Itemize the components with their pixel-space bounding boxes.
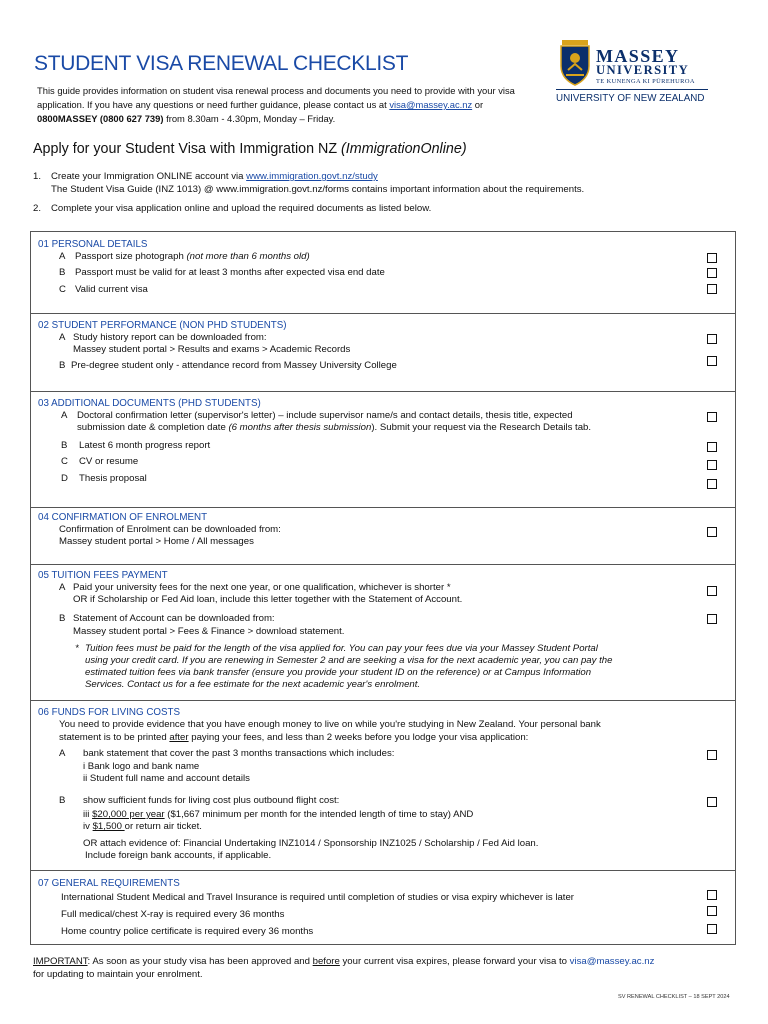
checkbox[interactable] <box>707 797 717 807</box>
item-text: iv <box>83 821 93 832</box>
section-03-heading: 03 ADDITIONAL DOCUMENTS (PHD STUDENTS) <box>38 398 261 409</box>
step-1-text: Create your Immigration ONLINE account via <box>51 171 247 182</box>
item-letter: B <box>59 795 66 806</box>
item-text: ii Student full name and account details <box>83 773 250 784</box>
item-underlined: $20,000 per year <box>92 809 165 820</box>
intro-line: You need to provide evidence that you have enough money to live on while you're studying in New Zealand. Your personal bank <box>59 719 601 730</box>
item-letter: C <box>61 456 68 467</box>
item-note: (6 months after thesis submission <box>228 422 372 433</box>
item-text: CV or resume <box>79 456 139 467</box>
item-text: or return air ticket. <box>124 821 202 832</box>
apply-heading <box>33 140 467 159</box>
intro-paragraph <box>37 84 537 126</box>
item-text: Passport must be valid for at least 3 months after expected visa end date <box>75 267 385 278</box>
section-02-heading: 02 STUDENT PERFORMANCE (NON PHD STUDENTS) <box>38 320 287 331</box>
apply-heading-italic: (ImmigrationOnline) <box>341 141 467 157</box>
important-text: your current visa expires, please forward your visa to <box>339 956 570 967</box>
step-1-subtext: The Student Visa Guide (INZ 1013) @ www.immigration.govt.nz/forms contains important information about the requirements. <box>51 184 585 195</box>
note-line: using your credit card. If you are renewing in Semester 2 and are seeking a visa for the next academic year, you can pay the <box>85 655 613 666</box>
important-label: IMPORTANT <box>33 956 88 967</box>
item-text: ). Submit your request via the Research Details tab. <box>371 422 592 433</box>
item-text: Valid current visa <box>75 284 148 295</box>
intro-text-3: from 8.30am - 4.30pm, Monday – Friday. <box>163 113 336 124</box>
note-line: estimated tuition fees via bank transfer (ensure you provide your student ID on the reference) or at Campus Information <box>85 667 592 678</box>
intro-underlined: after <box>169 732 189 743</box>
item-letter: A <box>59 582 66 593</box>
page-title: STUDENT VISA RENEWAL CHECKLIST <box>34 52 409 75</box>
logo-maori-name: TE KUNENGA KI PŪREHUROA <box>596 78 695 85</box>
step-2-number: 2. <box>33 203 42 214</box>
section-05-heading: 05 TUITION FEES PAYMENT <box>38 570 168 581</box>
important-notice <box>33 955 743 981</box>
important-text: : As soon as your study visa has been approved and <box>87 956 313 967</box>
item-text: Statement of Account can be downloaded from: <box>73 613 275 624</box>
checkbox[interactable] <box>707 334 717 344</box>
item-letter: B <box>61 440 68 451</box>
section-06-heading: 06 FUNDS FOR LIVING COSTS <box>38 707 181 718</box>
item-text: submission date & completion date <box>77 422 229 433</box>
item-text: Pre-degree student only - attendance record from Massey University College <box>71 360 397 371</box>
item-text: iii <box>83 809 93 820</box>
apply-steps <box>33 170 733 215</box>
apply-heading-text: Apply for your Student Visa with Immigration NZ <box>33 141 342 157</box>
checkbox[interactable] <box>707 906 717 916</box>
item-letter: B <box>59 360 66 371</box>
item-letter: A <box>59 251 66 262</box>
item-text: Study history report can be downloaded from: <box>73 332 267 343</box>
item-text: Thesis proposal <box>79 473 147 484</box>
checklist-table <box>30 231 736 945</box>
intro-email-link[interactable]: visa@massey.ac.nz <box>389 99 473 110</box>
immigration-study-link[interactable]: www.immigration.govt.nz/study <box>246 171 378 182</box>
item-text: bank statement that cover the past 3 months transactions which includes: <box>83 748 395 759</box>
logo-nz: UNIVERSITY OF NEW ZEALAND <box>556 93 705 104</box>
university-crest-icon <box>558 40 592 86</box>
item-letter: A <box>59 748 66 759</box>
important-text: for updating to maintain your enrolment. <box>33 969 203 980</box>
logo-university: UNIVERSITY <box>596 63 690 77</box>
item-letter: D <box>61 473 68 484</box>
item-text: Passport size photograph <box>75 251 187 262</box>
alternative-line: Include foreign bank accounts, if applicable. <box>85 850 272 861</box>
step-1 <box>33 170 733 183</box>
alternative-line: OR attach evidence of: Financial Undertaking INZ1014 / Sponsorship INZ1025 / Scholarship / Fed Aid loan. <box>83 838 539 849</box>
item-underlined: $1,500 <box>92 821 125 832</box>
item-text: Doctoral confirmation letter (supervisor's letter) – include supervisor name/s and contact details, thesis title, expected <box>77 410 573 421</box>
section-04-heading: 04 CONFIRMATION OF ENROLMENT <box>38 512 208 523</box>
item-letter: C <box>59 284 66 295</box>
item-text: show sufficient funds for living cost plus outbound flight cost: <box>83 795 340 806</box>
intro-phone: 0800MASSEY (0800 627 739) <box>37 113 164 124</box>
item-text: Massey student portal > Fees & Finance > download statement. <box>73 626 345 637</box>
checkbox[interactable] <box>707 527 717 537</box>
item-text: Massey student portal > Home / All messages <box>59 536 254 547</box>
item-letter: B <box>59 267 66 278</box>
item-text: Confirmation of Enrolment can be downloaded from: <box>59 524 281 535</box>
item-text: ($1,667 minimum per month for the intended length of time to stay) AND <box>164 809 474 820</box>
checkbox[interactable] <box>707 890 717 900</box>
section-general-requirements <box>31 871 735 944</box>
item-text: Full medical/chest X-ray is required every 36 months <box>61 909 285 920</box>
intro-text-1: This guide provides information on student visa renewal process and documents you need to provide with your visa application. If you have any questions or need further guidance, please contact us at <box>37 85 515 110</box>
checkbox[interactable] <box>707 479 717 489</box>
item-text: Home country police certificate is required every 36 months <box>61 926 314 937</box>
intro-text-2: or <box>472 99 484 110</box>
checkbox[interactable] <box>707 586 717 596</box>
section-personal-details <box>31 232 735 314</box>
checkbox[interactable] <box>707 253 717 263</box>
section-tuition-fees-payment <box>31 565 735 701</box>
section-01-heading: 01 PERSONAL DETAILS <box>38 239 148 250</box>
section-student-performance <box>31 314 735 392</box>
step-2 <box>33 202 733 215</box>
item-letter: B <box>59 613 66 624</box>
step-1-number: 1. <box>33 171 42 182</box>
logo-massey: MASSEY <box>596 46 680 66</box>
item-letter: A <box>59 332 66 343</box>
section-additional-documents <box>31 392 735 508</box>
checkbox[interactable] <box>707 750 717 760</box>
important-underlined: before <box>312 956 340 967</box>
item-note: (not more than 6 months old) <box>186 251 310 262</box>
item-text: OR if Scholarship or Fed Aid loan, include this letter together with the Statement of Account. <box>73 594 463 605</box>
checkbox[interactable] <box>707 268 717 278</box>
item-text: Massey student portal > Results and exams > Academic Records <box>73 344 351 355</box>
item-text: International Student Medical and Travel Insurance is required until completion of studies or visa expiry whichever is later <box>61 892 574 903</box>
note-line: Tuition fees must be paid for the length of the visa applied for. You can pay your fees due via your Massey Student Portal <box>85 643 598 654</box>
checkbox[interactable] <box>707 356 717 366</box>
note-asterisk: * <box>75 643 79 654</box>
intro-line: statement is to be printed <box>59 732 170 743</box>
item-text: Paid your university fees for the next one year, or one qualification, whichever is shorter * <box>73 582 451 593</box>
checkbox[interactable] <box>707 284 717 294</box>
checkbox[interactable] <box>707 442 717 452</box>
section-07-heading: 07 GENERAL REQUIREMENTS <box>38 878 180 889</box>
item-letter: A <box>61 410 68 421</box>
section-funds-for-living-costs <box>31 701 735 871</box>
important-email-link[interactable]: visa@massey.ac.nz <box>569 956 655 967</box>
logo-divider <box>556 89 708 90</box>
checkbox[interactable] <box>707 460 717 470</box>
checkbox[interactable] <box>707 614 717 624</box>
checkbox[interactable] <box>707 924 717 934</box>
note-line: Services. Contact us for a fee estimate for the next academic year's enrolment. <box>85 679 421 690</box>
checkbox[interactable] <box>707 412 717 422</box>
item-text: i Bank logo and bank name <box>83 761 200 772</box>
item-text: Latest 6 month progress report <box>79 440 211 451</box>
step-2-text: Complete your visa application online and upload the required documents as listed below. <box>51 203 432 214</box>
section-confirmation-of-enrolment <box>31 508 735 565</box>
footer-reference: SV RENEWAL CHECKLIST – 18 SEPT 2024 <box>618 994 730 1000</box>
intro-line: paying your fees, and less than 2 weeks before you lodge your visa application: <box>188 732 529 743</box>
